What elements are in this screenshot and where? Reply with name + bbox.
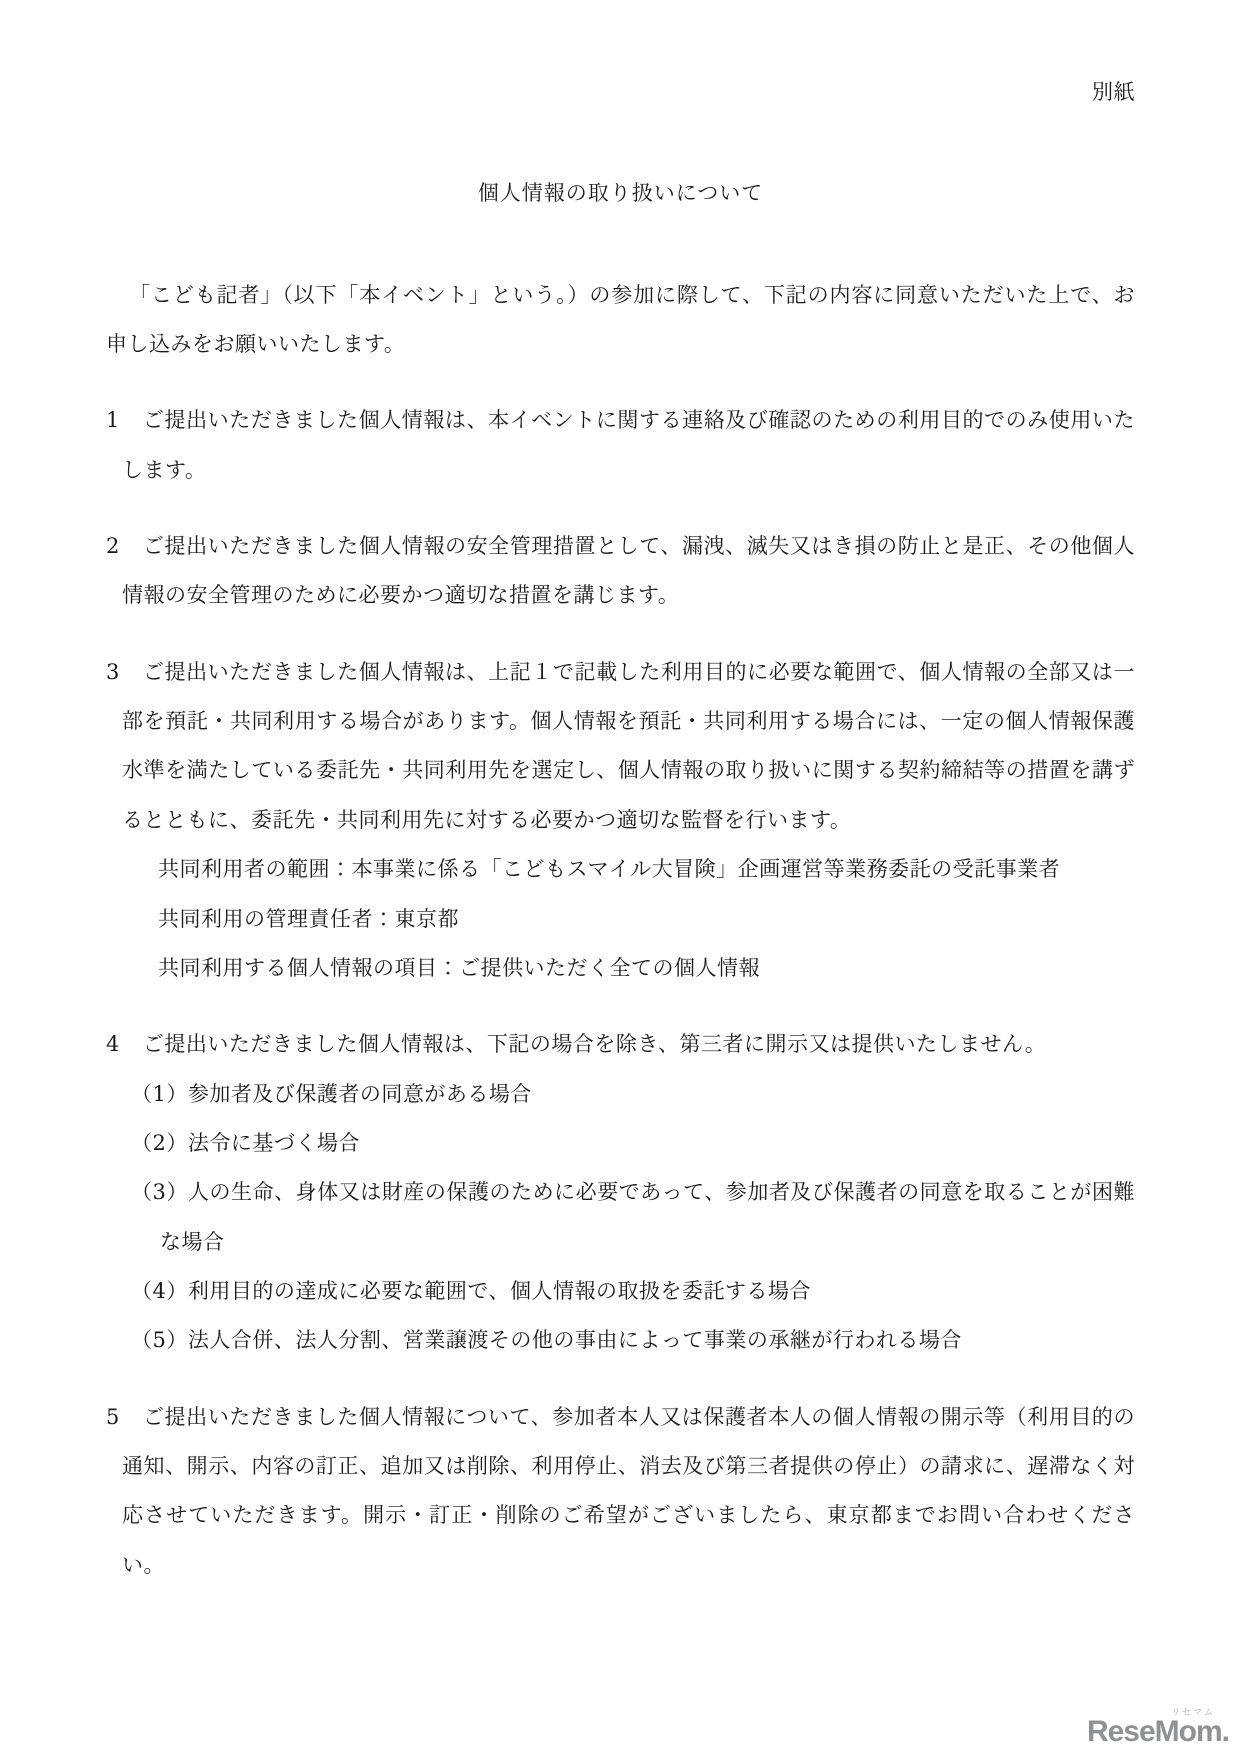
item-5-paragraph (106, 1393, 1135, 1590)
resemom-logo-ruby: リセマム (1171, 1707, 1215, 1717)
item-4-paragraph (106, 1020, 1135, 1069)
shared-use-manager-line: 共同利用の管理責任者：東京都 (158, 906, 459, 931)
item-1-number: 1 (106, 408, 120, 433)
exception-item-3: （3）人の生命、身体又は財産の保護のために必要であって、参加者及び保護者の同意を取ることが困難な場合 (131, 1180, 1135, 1254)
intro-paragraph: 「こども記者」（以下「本イベント」という。）の参加に際して、下記の内容に同意いただいた上で、お申し込みをお願いいたします。 (106, 282, 1135, 357)
shared-use-data-items-line: 共同利用する個人情報の項目：ご提供いただく全ての個人情報 (158, 955, 760, 980)
list-item-4 (106, 1020, 1135, 1365)
item-4-number: 4 (106, 1032, 120, 1057)
shared-use-scope-line: 共同利用者の範囲：本事業に係る「こどもスマイル大冒険」企画運営等業務委託の受託事業者 (158, 857, 1061, 882)
item-3-number: 3 (106, 659, 120, 684)
list-item-5 (106, 1393, 1135, 1590)
item-5-number: 5 (106, 1404, 120, 1429)
page-title: 個人情報の取り扱いについて (477, 181, 764, 206)
item-1-text: ご提出いただきました個人情報は、本イベントに関する連絡及び確認のための利用目的でのみ使用いたします。 (122, 408, 1135, 482)
exception-item-5: （5）法人合併、法人分割、営業譲渡その他の事由によって事業の承継が行われる場合 (131, 1328, 962, 1353)
exception-item-2: （2）法令に基づく場合 (131, 1130, 360, 1155)
exception-item-1: （1）参加者及び保護者の同意がある場合 (131, 1081, 532, 1106)
item-3-paragraph (106, 648, 1135, 845)
exception-item-4: （4）利用目的の達成に必要な範囲で、個人情報の取扱を委託する場合 (131, 1278, 811, 1303)
list-item-2 (106, 522, 1135, 621)
list-item-1 (106, 396, 1135, 495)
item-2-paragraph (106, 522, 1135, 621)
item-2-text: ご提出いただきました個人情報の安全管理措置として、漏洩、滅失又はき損の防止と是正、その他個人情報の安全管理のために必要かつ適切な措置を講じます。 (122, 534, 1135, 608)
item-4-text: ご提出いただきました個人情報は、下記の場合を除き、第三者に開示又は提供いたしません。 (142, 1032, 1047, 1057)
resemom-logo-text: ReseMom. (1086, 1715, 1229, 1748)
item-2-number: 2 (106, 534, 120, 559)
resemom-logo (1086, 1707, 1229, 1748)
corner-label: 別紙 (1092, 80, 1135, 104)
item-5-text: ご提出いただきました個人情報について、参加者本人又は保護者本人の個人情報の開示等（利用目的の通知、開示、内容の訂正、追加又は削除、利用停止、消去及び第三者提供の停止）の請求に、遅滞なく対応させていただきます。開示・訂正・削除のご希望がございましたら、東京都までお問い合わせください。 (122, 1404, 1135, 1577)
item-1-paragraph (106, 396, 1135, 495)
list-item-3 (106, 648, 1135, 993)
item-3-text: ご提出いただきました個人情報は、上記１で記載した利用目的に必要な範囲で、個人情報の全部又は一部を預託・共同利用する場合があります。個人情報を預託・共同利用する場合には、一定の個人情報保護水準を満たしている委託先・共同利用先を選定し、個人情報の取り扱いに関する契約締結等の措置を講ずるとともに、委託先・共同利用先に対する必要かつ適切な監督を行います。 (122, 659, 1135, 832)
